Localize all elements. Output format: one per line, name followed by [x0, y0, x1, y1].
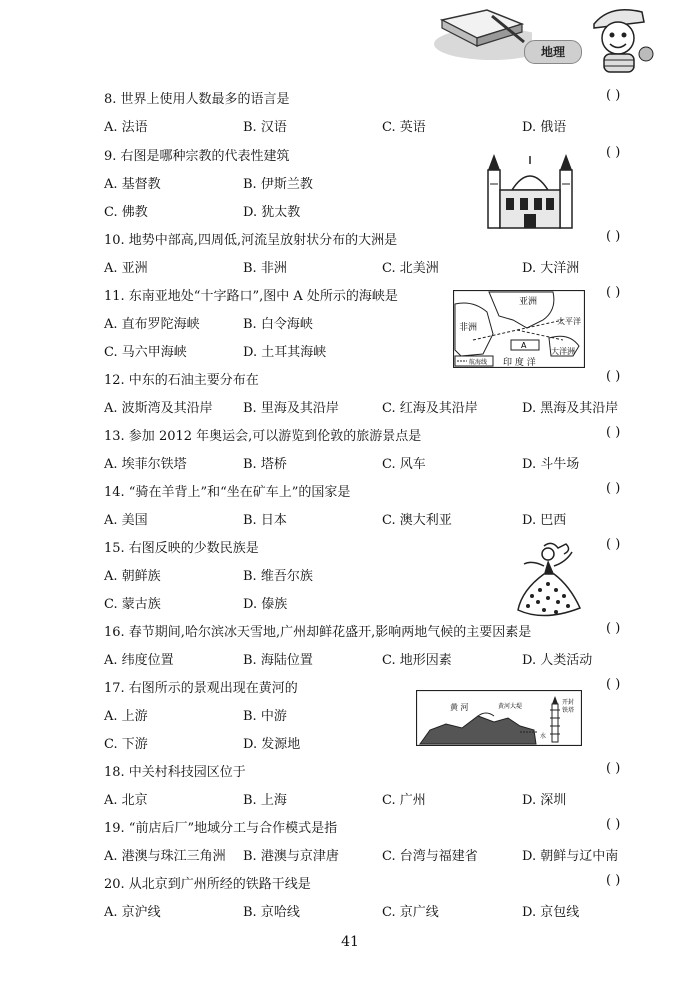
option-d: D. 大洋洲 [522, 261, 580, 276]
option-c: C. 下游 [104, 737, 148, 752]
question-stem: 18. 中关村科技园区位于 [104, 765, 246, 780]
question-stem: 8. 世界上使用人数最多的语言是 [104, 92, 290, 107]
answer-bracket[interactable]: ( ) [606, 677, 621, 692]
map-label-pacific: 太平洋 [557, 317, 581, 326]
answer-bracket[interactable]: ( ) [606, 873, 621, 888]
option-d: D. 巴西 [522, 513, 567, 528]
map-label-indian-ocean: 印 度 洋 [503, 358, 536, 368]
answer-bracket[interactable]: ( ) [606, 369, 621, 384]
option-b: B. 港澳与京津唐 [243, 849, 339, 864]
answer-bracket[interactable]: ( ) [606, 229, 621, 244]
option-a: A. 亚洲 [104, 261, 148, 276]
answer-bracket[interactable]: ( ) [606, 621, 621, 636]
question-stem: 12. 中东的石油主要分布在 [104, 373, 259, 388]
option-c: C. 京广线 [382, 905, 439, 920]
option-d: D. 犹太教 [243, 205, 301, 220]
question-stem: 14. “骑在羊背上”和“坐在矿车上”的国家是 [104, 485, 351, 500]
map-label-asia: 亚洲 [519, 297, 538, 307]
answer-bracket[interactable]: ( ) [606, 817, 621, 832]
map-label-oceania: 大洋洲 [551, 347, 575, 356]
option-b: B. 伊斯兰教 [243, 177, 313, 192]
option-a: A. 波斯湾及其沿岸 [104, 401, 213, 416]
option-d: D. 黑海及其沿岸 [522, 401, 619, 416]
option-b: B. 维吾尔族 [243, 569, 313, 584]
water-label: 水 [540, 733, 547, 740]
option-b: B. 海陆位置 [243, 653, 313, 668]
page-number: 41 [341, 934, 359, 950]
question-stem: 19. “前店后厂”地域分工与合作模式是指 [104, 821, 338, 836]
option-d: D. 深圳 [522, 793, 567, 808]
river-label: 黄 河 [450, 703, 469, 712]
option-b: B. 非洲 [243, 261, 287, 276]
dancer-figure [514, 540, 584, 620]
option-c: C. 北美洲 [382, 261, 439, 276]
southeast-asia-map [453, 290, 585, 368]
option-a: A. 上游 [104, 709, 148, 724]
option-b: B. 白令海峡 [243, 317, 313, 332]
option-d: D. 人类活动 [522, 653, 593, 668]
question-stem: 17. 右图所示的景观出现在黄河的 [104, 681, 298, 696]
option-a: A. 朝鲜族 [104, 569, 161, 584]
yellow-river-figure [416, 690, 582, 746]
option-b: B. 里海及其沿岸 [243, 401, 339, 416]
answer-bracket[interactable]: ( ) [606, 425, 621, 440]
mosque-figure [484, 150, 576, 230]
answer-bracket[interactable]: ( ) [606, 761, 621, 776]
option-b: B. 汉语 [243, 120, 287, 135]
map-label-africa: 非洲 [459, 323, 478, 333]
option-c: C. 马六甲海峡 [104, 345, 187, 360]
option-c: C. 台湾与福建省 [382, 849, 478, 864]
city-label-2: 铁塔 [562, 707, 575, 714]
option-d: D. 土耳其海峡 [243, 345, 327, 360]
question-stem: 20. 从北京到广州所经的铁路干线是 [104, 877, 311, 892]
option-c: C. 地形因素 [382, 653, 452, 668]
question-stem: 9. 右图是哪种宗教的代表性建筑 [104, 149, 290, 164]
option-a: A. 基督教 [104, 177, 161, 192]
question-stem: 11. 东南亚地处“十字路口”,图中 A 处所示的海峡是 [104, 289, 398, 304]
city-label-1: 开封 [562, 699, 575, 706]
cartoon-boy-illustration [580, 2, 660, 74]
bridge-label: 黄河大堤 [498, 703, 523, 710]
option-a: A. 港澳与珠江三角洲 [104, 849, 226, 864]
option-b: B. 上海 [243, 793, 287, 808]
answer-bracket[interactable]: ( ) [606, 481, 621, 496]
answer-bracket[interactable]: ( ) [606, 537, 621, 552]
option-d: D. 俄语 [522, 120, 567, 135]
option-d: D. 朝鲜与辽中南 [522, 849, 619, 864]
option-a: A. 直布罗陀海峡 [104, 317, 200, 332]
question-stem: 10. 地势中部高,四周低,河流呈放射状分布的大洲是 [104, 233, 398, 248]
option-d: D. 京包线 [522, 905, 580, 920]
question-stem: 13. 参加 2012 年奥运会,可以游览到伦敦的旅游景点是 [104, 429, 422, 444]
option-d: D. 斗牛场 [522, 457, 580, 472]
option-b: B. 京哈线 [243, 905, 300, 920]
option-c: C. 佛教 [104, 205, 148, 220]
option-d: D. 傣族 [243, 597, 288, 612]
answer-bracket[interactable]: ( ) [606, 88, 621, 103]
option-c: C. 澳大利亚 [382, 513, 452, 528]
option-c: C. 英语 [382, 120, 426, 135]
subject-badge: 地理 [524, 40, 582, 64]
option-a: A. 北京 [104, 793, 148, 808]
map-legend: 航海线 [469, 359, 488, 366]
option-b: B. 日本 [243, 513, 287, 528]
option-a: A. 法语 [104, 120, 148, 135]
option-b: B. 塔桥 [243, 457, 287, 472]
option-a: A. 埃菲尔铁塔 [104, 457, 187, 472]
answer-bracket[interactable]: ( ) [606, 285, 621, 300]
answer-bracket[interactable]: ( ) [606, 145, 621, 160]
option-c: C. 广州 [382, 793, 426, 808]
option-d: D. 发源地 [243, 737, 301, 752]
header-book-illustration [432, 2, 532, 62]
map-label-point-a: A [521, 341, 527, 350]
option-a: A. 纬度位置 [104, 653, 174, 668]
option-a: A. 京沪线 [104, 905, 161, 920]
option-c: C. 风车 [382, 457, 426, 472]
option-c: C. 蒙古族 [104, 597, 161, 612]
option-c: C. 红海及其沿岸 [382, 401, 478, 416]
question-stem: 15. 右图反映的少数民族是 [104, 541, 259, 556]
option-b: B. 中游 [243, 709, 287, 724]
question-stem: 16. 春节期间,哈尔滨冰天雪地,广州却鲜花盛开,影响两地气候的主要因素是 [104, 625, 532, 640]
option-a: A. 美国 [104, 513, 148, 528]
